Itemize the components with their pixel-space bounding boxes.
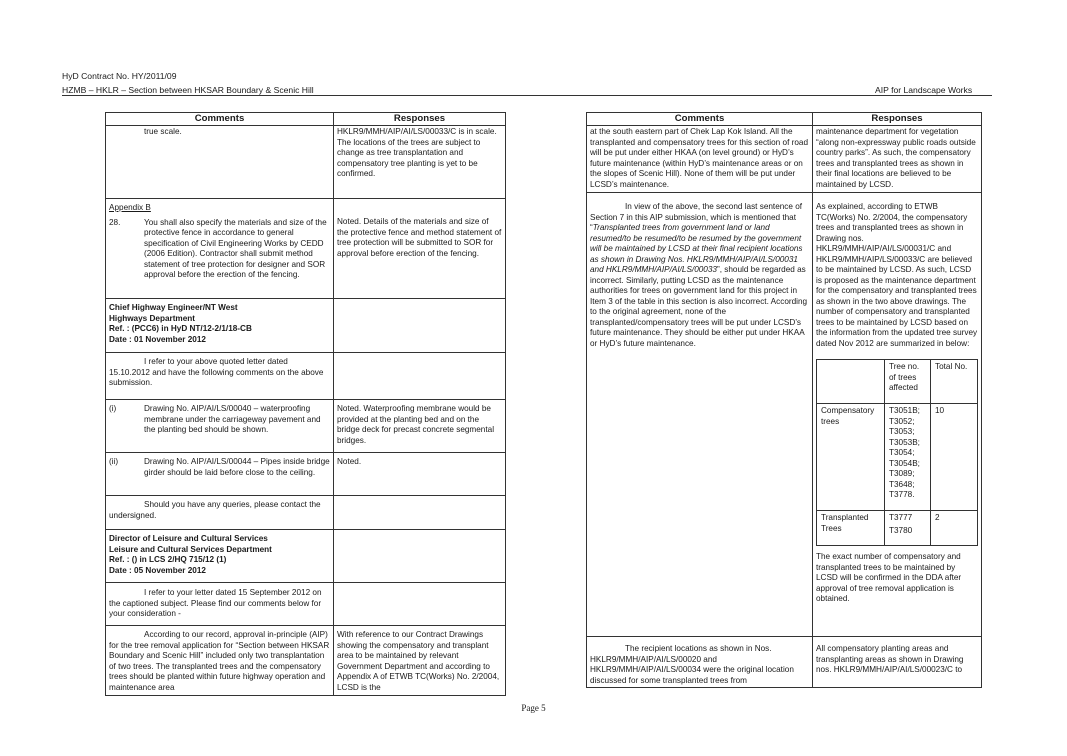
response-cell bbox=[334, 496, 506, 530]
comment-cell: I refer to your above quoted letter dated 15.10.2012 and have the following comments on the above submission. bbox=[106, 353, 334, 400]
response-cell: As explained, according to ETWB TC(Works) No. 2/2004, the compensatory trees and transplanted trees as shown in Drawing nos. HKLR9/MMH/AIP/AI/LS/00031/C and HKLR9/MMH/AIP/LS/00033/C are believed to be maintained by LCSD. As such, LCSD is proposed as the maintenance department for the compensatory and transplanted trees as shown in the two above drawings. The number of compensatory and transplanted trees to be maintained by LCSD based on the information from the updated tree survey dated Nov 2012 are summarized in below: Tree no. of trees affected Total No. Compensatory trees T3051B; T3052; T3053; T3053B; T3054; T3054B; T3089; T3648; T3778. 10 Transplanted Trees T3777 T3780 2 The exact number of compensatory and transplanted trees to be maintained by LCSD will be confirmed in the DDA after approval of tree removal application is obtained. bbox=[813, 193, 982, 637]
document-title: AIP for Landscape Works bbox=[875, 85, 973, 95]
tree-list: T3051B; T3052; T3053; T3053B; T3054; T3054B; T3089; T3648; T3778. bbox=[885, 404, 931, 511]
project-title: HZMB – HKLR – Section between HKSAR Boundary & Scenic Hill bbox=[62, 85, 314, 95]
response-cell bbox=[334, 530, 506, 583]
comment-cell: The recipient locations as shown in Nos. HKLR9/MMH/AIP/AI/LS/00020 and HKLR9/MMH/AIP/AI/LS/00034 were the original location discussed for some transplanted trees from bbox=[587, 637, 813, 688]
response-cell: maintenance department for vegetation “along non-expressway public roads outside country parks”. As such, the compensatory trees and transplanted trees as shown in their final locations are believed to be maintained by LCSD. bbox=[813, 126, 982, 193]
response-cell: Noted. Details of the materials and size of the protective fence and method statement of tree protection will be submitted to SOR for approval before erection of the fencing. bbox=[334, 199, 506, 299]
comment-cell: In view of the above, the second last sentence of Section 7 in this AIP submission, which is mentioned that “Transplanted trees from government land or land resumed/to be resumed/to be resumed by the government will be maintained by LCSD at their final recipient locations as shown in Drawing Nos. HKLR9/MMH/AIP/AI/LS/00031 and HKLR9/MMH/AIP/AI/LS/00033”, should be regarded as incorrect. Similarly, putting LCSD as the maintenance authorities for trees on government land for this project in Item 3 of the table in this section is also incorrect. According to the original agreement, none of the transplanted/compensatory trees will be put under LCSD’s future maintenance. They should be either put under HKAA or HyD’s future maintenance. bbox=[587, 193, 813, 637]
tree-list: T3777 T3780 bbox=[885, 511, 931, 546]
comment-cell bbox=[106, 199, 334, 299]
comment-cell: I refer to your letter dated 15 September 2012 on the captioned subject. Please find our comments below for your consideration - bbox=[106, 583, 334, 626]
responses-header: Responses bbox=[813, 113, 982, 126]
comment-cell: Should you have any queries, please contact the undersigned. bbox=[106, 496, 334, 530]
right-comments-table bbox=[586, 112, 982, 688]
tree-table-corner bbox=[817, 360, 885, 404]
tree-total: 2 bbox=[931, 511, 978, 546]
response-cell: Noted. Waterproofing membrane would be provided at the planting bed and on the bridge deck for precast concrete segmental bridges. bbox=[334, 400, 506, 453]
letter-reference: Chief Highway Engineer/NT West Highways Department Ref. : (PCC6) in HyD NT/12-2/1/18-CB Date : 01 November 2012 bbox=[106, 299, 334, 353]
response-cell bbox=[334, 299, 506, 353]
comments-header: Comments bbox=[587, 113, 813, 126]
tree-type: Transplanted Trees bbox=[817, 511, 885, 546]
letter-reference: Director of Leisure and Cultural Services Leisure and Cultural Services Department Ref. : () in LCS 2/HQ 715/12 (1) Date : 05 November 2012 bbox=[106, 530, 334, 583]
tree-total: 10 bbox=[931, 404, 978, 511]
item-28: 28. You shall also specify the materials and size of the protective fence in accordance to general specification of Civil Engineering Works by CEDD (2006 Edition). Contractor shall submit method statement of tree protection for designer and SOR approval before the erection of the fencing. bbox=[109, 217, 327, 279]
comment-cell: at the south eastern part of Chek Lap Kok Island. All the transplanted and compensatory trees for this section of road will be put under either HKAA (on level ground) or HyD’s future maintenance (within HyD’s maintenance areas or on the slopes of Scenic Hill). None of them will be put under LCSD’s maintenance. bbox=[587, 126, 813, 193]
appendix-heading: Appendix B bbox=[109, 203, 151, 212]
contract-number: HyD Contract No. HY/2011/09 bbox=[62, 71, 177, 81]
comments-header: Comments bbox=[106, 113, 334, 126]
response-cell: Noted. bbox=[334, 453, 506, 496]
left-comments-table bbox=[105, 112, 506, 696]
comment-cell: true scale. bbox=[106, 126, 334, 199]
response-cell bbox=[334, 353, 506, 400]
comment-cell: According to our record, approval in-principle (AIP) for the tree removal application for “Section between HKSAR Boundary and Scenic Hill” included only two transplantation of two trees. The transplanted trees and the compensatory trees should be planted within future highway operation and maintenance area bbox=[106, 626, 334, 696]
header-rule bbox=[62, 95, 992, 96]
response-cell bbox=[334, 583, 506, 626]
total-header: Total No. bbox=[931, 360, 978, 404]
tree-summary-table bbox=[816, 359, 978, 546]
response-cell: All compensatory planting areas and transplanting areas as shown in Drawing nos. HKLR9/MMH/AIP/AI/LS/00023/C to bbox=[813, 637, 982, 688]
tree-no-header: Tree no. of trees affected bbox=[885, 360, 931, 404]
response-cell: HKLR9/MMH/AIP/AI/LS/00033/C is in scale. The locations of the trees are subject to change as tree transplantation and compensatory tree planting is yet to be confirmed. bbox=[334, 126, 506, 199]
response-cell: With reference to our Contract Drawings showing the compensatory and transplant area to be maintained by relevant Government Department and according to Appendix A of ETWB TC(Works) No. 2/2004, LCSD is the bbox=[334, 626, 506, 696]
page-number: Page 5 bbox=[521, 703, 546, 713]
responses-header: Responses bbox=[334, 113, 506, 126]
comment-cell: (i) Drawing No. AIP/AI/LS/00040 – waterproofing membrane under the carriageway pavement and the planting bed should be shown. bbox=[106, 400, 334, 453]
tree-type: Compensatory trees bbox=[817, 404, 885, 511]
comment-cell: (ii) Drawing No. AIP/AI/LS/00044 – Pipes inside bridge girder should be laid before close to the ceiling. bbox=[106, 453, 334, 496]
